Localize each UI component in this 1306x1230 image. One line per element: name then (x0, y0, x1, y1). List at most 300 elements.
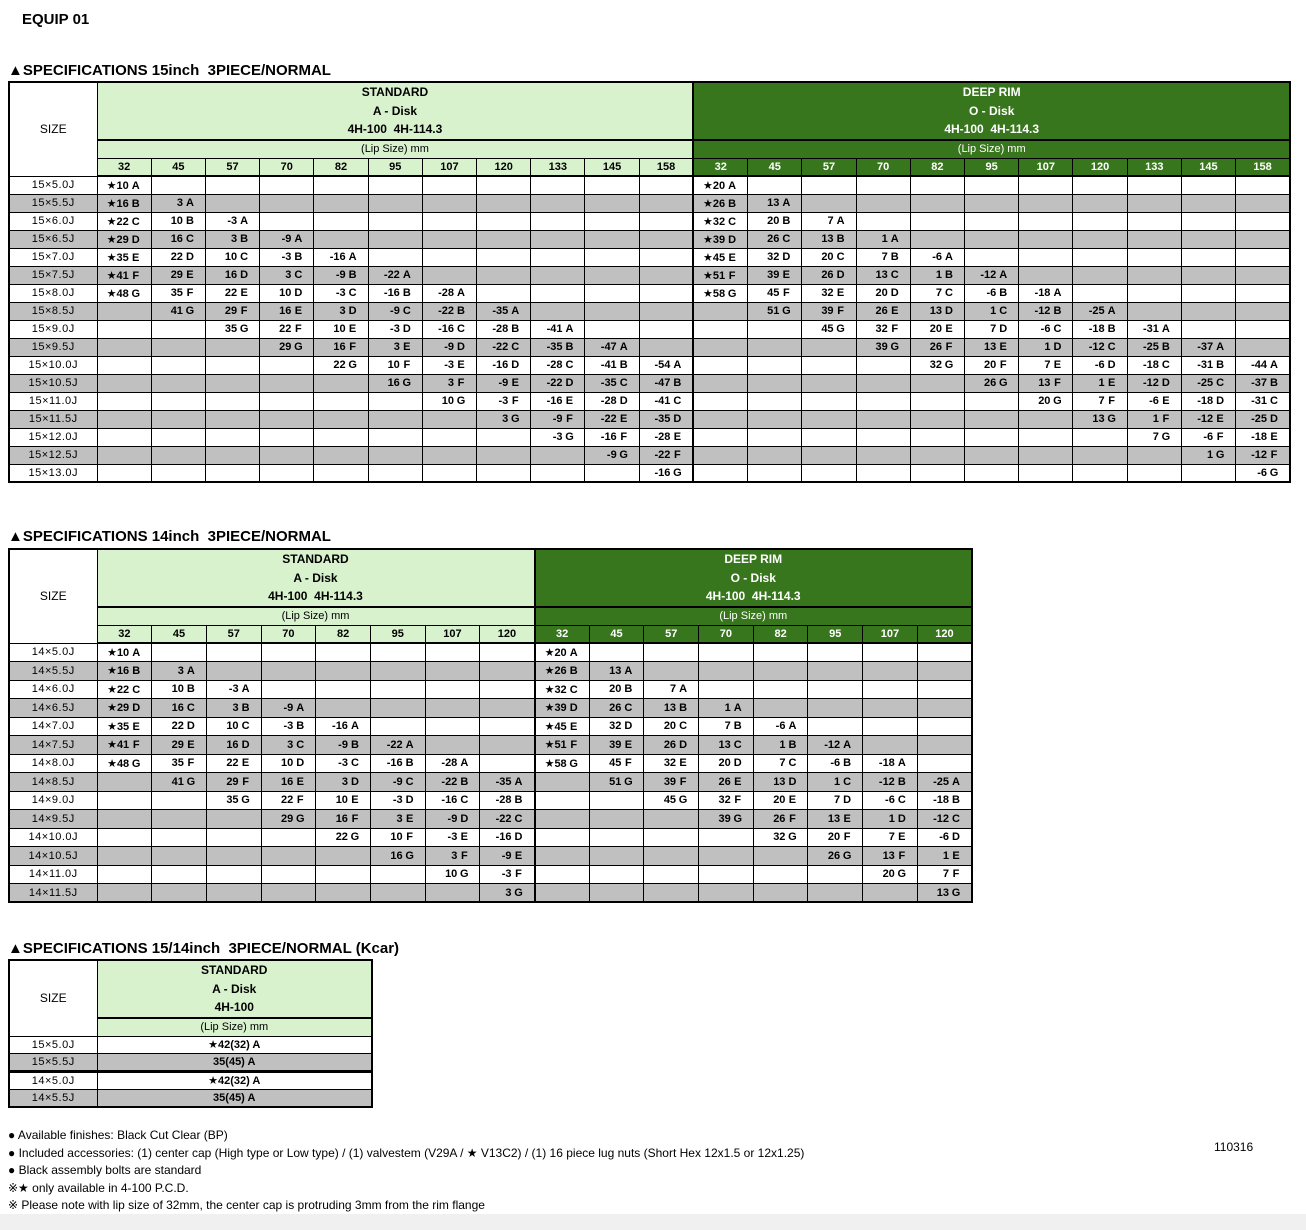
table-row (9, 1071, 372, 1089)
table-row (9, 428, 1290, 446)
spec-cell-empty (693, 356, 747, 374)
spec-cell-empty (693, 338, 747, 356)
table-row (9, 230, 1290, 248)
spec-cell: -6 E (1127, 392, 1181, 410)
spec-cell: 26 G (965, 374, 1019, 392)
spec-cell-empty (151, 464, 205, 482)
spec-cell: 10 F (368, 356, 422, 374)
spec-cell-empty (1019, 194, 1073, 212)
spec-cell-empty (1236, 176, 1290, 194)
table-row (9, 791, 972, 810)
note-finishes: ● Available finishes: Black Cut Clear (BP) (8, 1128, 228, 1142)
spec-cell-empty (644, 847, 699, 866)
spec-cell-empty (585, 230, 639, 248)
lip-col-standard-82: 82 (314, 158, 368, 176)
spec-cell: -28 D (585, 392, 639, 410)
table-row (9, 643, 972, 662)
spec-cell-empty (261, 680, 316, 699)
spec-cell: ★20 A (693, 176, 747, 194)
spec-cell: 3 G (480, 884, 535, 903)
lip-col-standard-45: 45 (152, 625, 207, 643)
spec-cell-empty (1181, 302, 1235, 320)
spec-cell-empty (531, 248, 585, 266)
spec-cell: 7 A (802, 212, 856, 230)
spec-cell-empty (205, 464, 259, 482)
group-name: STANDARD (201, 963, 268, 977)
spec-cell: 3 F (425, 847, 480, 866)
spec-cell-empty (917, 662, 972, 681)
spec-cell: -3 D (368, 320, 422, 338)
table-row (9, 338, 1290, 356)
spec-cell: 39 F (644, 773, 699, 792)
spec-cell: ★39 D (693, 230, 747, 248)
spec-cell-empty (531, 176, 585, 194)
spec-cell-empty (910, 428, 964, 446)
spec-cell: -31 C (1236, 392, 1290, 410)
spec-cell-empty (802, 464, 856, 482)
spec-cell: 39 G (856, 338, 910, 356)
spec-cell-empty (910, 410, 964, 428)
spec-cell-empty (152, 810, 207, 829)
size-column-header: SIZE (9, 549, 97, 643)
spec-cell: 39 E (748, 266, 802, 284)
spec-cell: -22 C (477, 338, 531, 356)
spec-cell: 10 D (260, 284, 314, 302)
spec-cell-empty (370, 680, 425, 699)
table-row (9, 754, 972, 773)
size-cell: 14×10.5J (9, 847, 97, 866)
spec-cell: ★29 D (97, 230, 151, 248)
spec-cell-empty (1181, 464, 1235, 482)
spec-cell: -9 C (370, 773, 425, 792)
spec-cell: 1 B (910, 266, 964, 284)
spec-cell-empty (152, 847, 207, 866)
spec-cell-empty (753, 847, 808, 866)
spec-cell-empty (97, 446, 151, 464)
spec-cell-empty (753, 643, 808, 662)
spec-cell-empty (535, 810, 590, 829)
spec-cell: -22 A (368, 266, 422, 284)
spec-cell: -9 D (422, 338, 476, 356)
lip-col-standard-70: 70 (261, 625, 316, 643)
size-cell: 15×5.0J (9, 176, 97, 194)
spec-cell-empty (748, 176, 802, 194)
spec-cell: 35(45) A (97, 1054, 372, 1072)
spec-cell: 29 G (260, 338, 314, 356)
spec-cell-empty (480, 754, 535, 773)
spec-cell: 3 F (422, 374, 476, 392)
spec-cell: -54 A (639, 356, 693, 374)
spec-cell: -6 D (917, 828, 972, 847)
spec-cell-empty (97, 791, 152, 810)
spec-cell-empty (206, 865, 261, 884)
size-cell: 15×11.5J (9, 410, 97, 428)
spec-cell-empty (1236, 248, 1290, 266)
lip-col-deep-57: 57 (802, 158, 856, 176)
spec-cell: -22 C (480, 810, 535, 829)
spec-cell: -9 C (368, 302, 422, 320)
spec-cell: 16 E (260, 302, 314, 320)
disk-type: O - Disk (730, 570, 776, 585)
spec-cell-empty (477, 230, 531, 248)
group-name: STANDARD (361, 85, 429, 99)
table-row (9, 1036, 372, 1054)
lip-col-standard-145: 145 (585, 158, 639, 176)
spec-table-kcar (8, 959, 373, 1108)
spec-cell: 3 B (206, 699, 261, 718)
lip-col-standard-32: 32 (97, 158, 151, 176)
lip-col-deep-120: 120 (1073, 158, 1127, 176)
spec-cell: ★51 F (693, 266, 747, 284)
spec-cell-empty (802, 446, 856, 464)
spec-cell-empty (910, 446, 964, 464)
lip-col-standard-107: 107 (422, 158, 476, 176)
spec-cell-empty (917, 680, 972, 699)
spec-cell: ★41 F (97, 266, 151, 284)
spec-cell: -44 A (1236, 356, 1290, 374)
spec-cell-empty (206, 847, 261, 866)
spec-cell-empty (368, 464, 422, 482)
spec-cell: -16 B (368, 284, 422, 302)
pcd-spec: 4H-100 4H-114.3 (347, 122, 443, 137)
spec-cell-empty (422, 212, 476, 230)
spec-cell-empty (1236, 212, 1290, 230)
spec-cell: -6 B (808, 754, 863, 773)
spec-cell-empty (477, 194, 531, 212)
spec-cell-empty (314, 176, 368, 194)
spec-cell-empty (480, 662, 535, 681)
spec-cell-empty (316, 884, 371, 903)
spec-cell-empty (585, 464, 639, 482)
spec-cell: -47 B (639, 374, 693, 392)
spec-cell: ★22 C (97, 212, 151, 230)
spec-cell: -3 C (316, 754, 371, 773)
spec-cell-empty (748, 320, 802, 338)
spec-cell-empty (917, 754, 972, 773)
spec-cell: -35 C (585, 374, 639, 392)
spec-cell-empty (863, 662, 918, 681)
lip-col-standard-95: 95 (368, 158, 422, 176)
spec-cell: -28 B (480, 791, 535, 810)
spec-cell-empty (205, 392, 259, 410)
spec-cell: -22 B (425, 773, 480, 792)
spec-cell-empty (639, 320, 693, 338)
size-cell: 15×8.0J (9, 284, 97, 302)
spec-cell-empty (370, 865, 425, 884)
spec-cell: -22 D (531, 374, 585, 392)
spec-cell: 1 B (753, 736, 808, 755)
spec-cell-empty (748, 428, 802, 446)
spec-cell-empty (1236, 320, 1290, 338)
size-cell: 15×12.5J (9, 446, 97, 464)
spec-cell: 16 E (261, 773, 316, 792)
size-cell: 14×9.5J (9, 810, 97, 829)
spec-cell: 7 F (917, 865, 972, 884)
spec-cell-empty (1127, 446, 1181, 464)
spec-cell-empty (205, 356, 259, 374)
spec-cell-empty (314, 464, 368, 482)
spec-cell: ★58 G (693, 284, 747, 302)
spec-cell: 1 A (699, 699, 754, 718)
spec-cell: -18 C (1127, 356, 1181, 374)
spec-cell-empty (535, 865, 590, 884)
spec-cell: -9 B (314, 266, 368, 284)
spec-cell: ★41 F (97, 736, 152, 755)
spec-cell: 3 A (152, 662, 207, 681)
spec-cell-empty (260, 464, 314, 482)
spec-cell-empty (425, 884, 480, 903)
spec-cell-empty (808, 680, 863, 699)
spec-cell: 16 C (151, 230, 205, 248)
spec-cell-empty (585, 194, 639, 212)
spec-cell-empty (535, 773, 590, 792)
spec-cell: -37 A (1181, 338, 1235, 356)
spec-cell-empty (644, 828, 699, 847)
spec-cell-empty (693, 320, 747, 338)
spec-cell: -41 C (639, 392, 693, 410)
spec-cell-empty (910, 230, 964, 248)
spec-cell: 20 G (863, 865, 918, 884)
spec-cell: ★35 E (97, 248, 151, 266)
table-row (9, 717, 972, 736)
spec-cell-empty (699, 680, 754, 699)
spec-cell: 41 G (151, 302, 205, 320)
lip-col-deep-57: 57 (644, 625, 699, 643)
size-cell: 15×6.5J (9, 230, 97, 248)
table-row (9, 248, 1290, 266)
spec-cell-empty (748, 356, 802, 374)
spec-cell-empty (753, 884, 808, 903)
spec-cell-empty (422, 194, 476, 212)
spec-cell-empty (856, 410, 910, 428)
table-row (9, 266, 1290, 284)
spec-cell-empty (917, 643, 972, 662)
lip-col-deep-158: 158 (1236, 158, 1290, 176)
spec-cell: -12 A (965, 266, 1019, 284)
table-row (9, 212, 1290, 230)
spec-cell: 7 E (1019, 356, 1073, 374)
spec-cell-empty (151, 338, 205, 356)
spec-cell: 26 E (856, 302, 910, 320)
size-cell: 15×7.5J (9, 266, 97, 284)
spec-cell: 26 D (802, 266, 856, 284)
spec-cell: 16 G (368, 374, 422, 392)
lip-col-deep-32: 32 (535, 625, 590, 643)
spec-cell: -16 D (480, 828, 535, 847)
spec-cell: 20 F (965, 356, 1019, 374)
spec-cell-empty (97, 773, 152, 792)
lip-col-deep-82: 82 (910, 158, 964, 176)
spec-cell: -3 E (422, 356, 476, 374)
spec-cell-empty (856, 212, 910, 230)
spec-cell-empty (261, 847, 316, 866)
spec-cell-empty (260, 176, 314, 194)
spec-cell-empty (639, 338, 693, 356)
table-row (9, 847, 972, 866)
spec-cell: 3 E (370, 810, 425, 829)
spec-cell: -12 E (1181, 410, 1235, 428)
spec-cell: 26 F (910, 338, 964, 356)
spec-cell-empty (370, 699, 425, 718)
spec-cell: ★22 C (97, 680, 152, 699)
lip-col-standard-133: 133 (531, 158, 585, 176)
spec-cell-empty (1019, 230, 1073, 248)
spec-cell-empty (1127, 212, 1181, 230)
spec-cell-empty (863, 680, 918, 699)
spec-cell-empty (316, 643, 371, 662)
spec-cell-empty (152, 828, 207, 847)
spec-cell-empty (368, 194, 422, 212)
spec-cell-empty (205, 374, 259, 392)
spec-cell: 39 F (802, 302, 856, 320)
spec-cell-empty (748, 374, 802, 392)
spec-cell: 7 B (699, 717, 754, 736)
spec-cell-empty (370, 884, 425, 903)
spec-cell: 22 E (206, 754, 261, 773)
spec-cell-empty (206, 662, 261, 681)
lip-col-standard-57: 57 (206, 625, 261, 643)
spec-cell-empty (1019, 248, 1073, 266)
spec-cell-empty (368, 248, 422, 266)
table-row (9, 284, 1290, 302)
spec-cell-empty (1019, 428, 1073, 446)
spec-cell-empty (97, 847, 152, 866)
spec-cell: -25 C (1181, 374, 1235, 392)
spec-cell-empty (644, 810, 699, 829)
spec-cell-empty (205, 410, 259, 428)
lip-col-standard-32: 32 (97, 625, 152, 643)
spec-cell: -18 B (917, 791, 972, 810)
spec-cell-empty (639, 230, 693, 248)
spec-cell-empty (261, 662, 316, 681)
spec-cell: -47 A (585, 338, 639, 356)
spec-cell: 10 E (314, 320, 368, 338)
spec-cell-empty (585, 248, 639, 266)
spec-cell: ★51 F (535, 736, 590, 755)
spec-cell: 20 G (1019, 392, 1073, 410)
lip-col-standard-158: 158 (639, 158, 693, 176)
spec-cell-empty (314, 194, 368, 212)
spec-cell-empty (368, 176, 422, 194)
lip-col-deep-120: 120 (917, 625, 972, 643)
table-row (9, 699, 972, 718)
spec-cell-empty (97, 356, 151, 374)
spec-cell-empty (205, 338, 259, 356)
spec-cell: -3 E (425, 828, 480, 847)
spec-cell: 16 D (205, 266, 259, 284)
table-row (9, 736, 972, 755)
spec-cell: 13 A (748, 194, 802, 212)
spec-cell-empty (314, 392, 368, 410)
spec-cell-empty (589, 847, 644, 866)
spec-cell-empty (368, 410, 422, 428)
spec-cell: ★48 G (97, 284, 151, 302)
spec-cell-empty (151, 410, 205, 428)
spec-cell: ★58 G (535, 754, 590, 773)
spec-cell-empty (425, 717, 480, 736)
spec-cell: 35 F (152, 754, 207, 773)
spec-cell: 29 G (261, 810, 316, 829)
spec-cell: 1 E (917, 847, 972, 866)
spec-cell-empty (693, 374, 747, 392)
note-star-pcd: ※★ only available in 4-100 P.C.D. (8, 1180, 189, 1195)
spec-cell-empty (97, 828, 152, 847)
section-title-kcar: ▲SPECIFICATIONS 15/14inch 3PIECE/NORMAL (Kcar) (8, 940, 400, 957)
size-cell: 14×8.5J (9, 773, 97, 792)
spec-cell: -25 A (1073, 302, 1127, 320)
spec-cell-empty (152, 791, 207, 810)
spec-cell-empty (863, 643, 918, 662)
spec-cell-empty (639, 266, 693, 284)
standard-group-header (97, 82, 693, 140)
spec-cell-empty (260, 356, 314, 374)
spec-cell: 7 D (808, 791, 863, 810)
spec-cell: -3 G (531, 428, 585, 446)
spec-cell-empty (370, 643, 425, 662)
spec-cell-empty (422, 176, 476, 194)
spec-cell: -12 C (1073, 338, 1127, 356)
lip-col-deep-45: 45 (589, 625, 644, 643)
spec-cell-empty (1073, 248, 1127, 266)
spec-cell: 26 D (644, 736, 699, 755)
spec-cell: ★26 B (535, 662, 590, 681)
spec-cell: -22 E (585, 410, 639, 428)
spec-cell: 13 G (917, 884, 972, 903)
spec-cell: 13 C (699, 736, 754, 755)
spec-cell-empty (1019, 212, 1073, 230)
spec-cell-empty (316, 680, 371, 699)
size-cell: 14×7.5J (9, 736, 97, 755)
spec-cell: 1 C (965, 302, 1019, 320)
spec-cell: -25 A (917, 773, 972, 792)
lip-col-deep-95: 95 (965, 158, 1019, 176)
lip-size-label: (Lip Size) mm (97, 607, 535, 625)
spec-cell-empty (1181, 176, 1235, 194)
spec-cell-empty (97, 810, 152, 829)
spec-cell-empty (1127, 284, 1181, 302)
spec-cell: -3 D (370, 791, 425, 810)
page-title: EQUIP 01 (22, 11, 90, 28)
spec-cell-empty (1127, 302, 1181, 320)
size-cell: 15×7.0J (9, 248, 97, 266)
spec-cell-empty (261, 884, 316, 903)
spec-cell-empty (97, 410, 151, 428)
spec-cell-empty (644, 865, 699, 884)
spec-cell-empty (535, 791, 590, 810)
spec-cell: 10 G (422, 392, 476, 410)
table-row (9, 320, 1290, 338)
note-bolts: ● Black assembly bolts are standard (8, 1163, 202, 1178)
table-row (9, 662, 972, 681)
spec-cell: -28 C (531, 356, 585, 374)
spec-cell-empty (808, 662, 863, 681)
spec-cell-empty (425, 662, 480, 681)
spec-cell-empty (585, 212, 639, 230)
spec-cell-empty (477, 212, 531, 230)
spec-cell: 29 F (205, 302, 259, 320)
spec-cell: 10 C (205, 248, 259, 266)
spec-cell: 1 D (863, 810, 918, 829)
spec-cell: ★29 D (97, 699, 152, 718)
spec-cell: 7 C (753, 754, 808, 773)
spec-cell-empty (639, 248, 693, 266)
spec-cell: -9 B (316, 736, 371, 755)
size-cell: 15×10.0J (9, 356, 97, 374)
spec-cell: 32 F (856, 320, 910, 338)
spec-cell-empty (1236, 284, 1290, 302)
spec-cell-empty (314, 428, 368, 446)
spec-cell-empty (802, 338, 856, 356)
